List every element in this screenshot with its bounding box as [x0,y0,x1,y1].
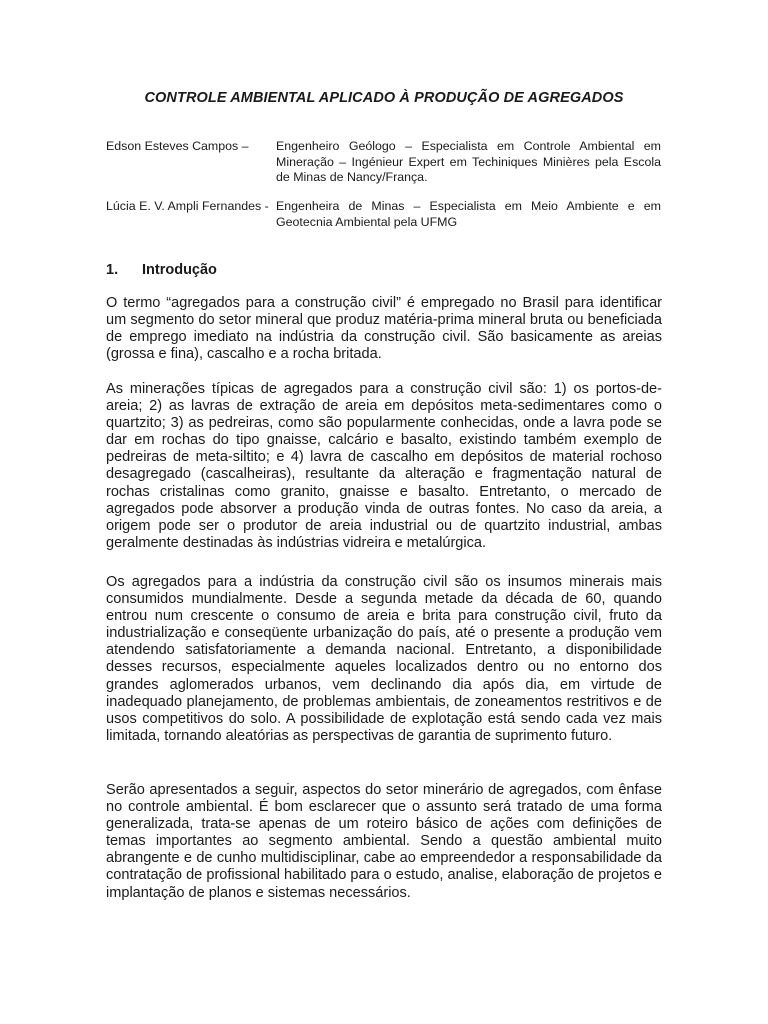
body-paragraph: O termo “agregados para a construção civil” é empregado no Brasil para identificar um segmento do setor mineral que produz matéria-prima mineral bruta ou beneficiada de emprego imediato na indústria da construção civil. São basicamente as areias (grossa e fina), cascalho e a rocha britada. [106,295,662,363]
body-paragraph: As minerações típicas de agregados para a construção civil são: 1) os portos-de-areia; 2) as lavras de extração de areia em depósitos meta-sedimentares como o quartzito; 3) as pedreiras, como são popularmente conhecidas, onde a lavra pode se dar em rochas do tipo gnaisse, calcário e basalto, existindo também exemplo de pedreiras de meta-siltito; e 4) lavra de cascalho em depósitos de material rochoso desagregado (cascalheiras), resultante da alteração e fragmentação natural de rochas cristalinas como granito, gnaisse e basalto. Entretanto, o mercado de agregados pode absorver a produção vinda de outras fontes. No caso da areia, a origem pode ser o produtor de areia industrial ou de quartzito industrial, ambas geralmente destinadas às indústrias vidreira e metalúrgica. [106,381,662,551]
body-paragraph: Serão apresentados a seguir, aspectos do setor minerário de agregados, com ênfase no controle ambiental. É bom esclarecer que o assunto será tratado de uma forma generalizada, trata-se apenas de um roteiro básico de ações com definições de temas importantes ao segmento ambiental. Sendo a questão ambiental muito abrangente e de cunho multidisciplinar, cabe ao empreendedor a responsabilidade da contratação de profissional habilitado para o estudo, analise, elaboração de projetos e implantação de planos e sistemas necessários. [106,782,662,901]
author-description: Engenheira de Minas – Especialista em Meio Ambiente e em Geotecnia Ambiental pela UFMG [276,199,661,229]
author-name: Lúcia E. V. Ampli Fernandes - [106,199,269,213]
section-heading [106,262,217,278]
document-title: CONTROLE AMBIENTAL APLICADO À PRODUÇÃO DE AGREGADOS [144,90,624,106]
section-title: Introdução [142,262,217,278]
author-description: Engenheiro Geólogo – Especialista em Controle Ambiental em Mineração – Ingénieur Expert em Techiniques Minières pela Escola de Minas de Nancy/França. [276,139,661,185]
section-number: 1. [106,262,119,278]
author-entry [106,199,662,231]
author-entry [106,139,662,187]
author-name: Edson Esteves Campos – [106,139,249,153]
body-paragraph: Os agregados para a indústria da construção civil são os insumos minerais mais consumidos mundialmente. Desde a segunda metade da década de 60, quando entrou num crescente o consumo de areia e brita para construção civil, fruto da industrialização e conseqüente urbanização do país, até o presente a produção vem atendendo satisfatoriamente a demanda nacional. Entretanto, a disponibilidade desses recursos, especialmente aqueles localizados dentro ou no entorno dos grandes aglomerados urbanos, vem declinando dia após dia, em virtude de inadequado planejamento, de problemas ambientais, de zoneamentos restritivos e de usos competitivos do solo. A possibilidade de explotação está sendo cada vez mais limitada, tornando aleatórias as perspectivas de garantia de suprimento futuro. [106,574,662,744]
